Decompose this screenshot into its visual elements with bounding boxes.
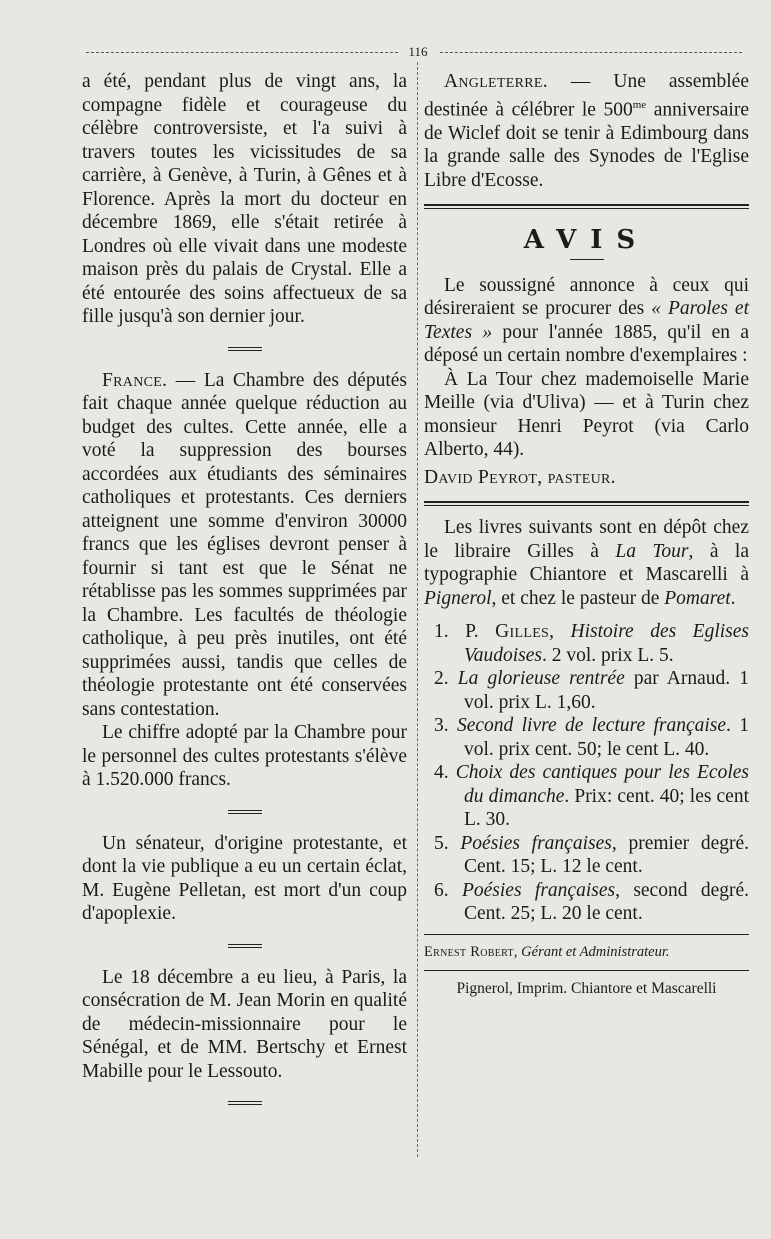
rule xyxy=(424,970,749,971)
rule xyxy=(424,934,749,935)
books-intro-text: Les livres suivants sont en dépôt chez le libraire Gilles à xyxy=(424,517,749,562)
books-intro xyxy=(424,516,749,610)
book-item xyxy=(424,761,749,832)
column-divider xyxy=(417,62,418,1157)
book-author-initial: P. xyxy=(465,621,496,642)
book-number: 1. xyxy=(434,621,449,642)
separator xyxy=(228,1101,262,1105)
senateur-paragraph: Un sénateur, d'origine protestante, et dont la vie publique a eu un certain éclat, M. Eugène Pelletan, est mort d'un coup d'apoplexie. xyxy=(82,832,407,924)
book-title: Poésies françaises xyxy=(461,879,616,901)
book-details: . 2 vol. prix L. 5. xyxy=(542,644,674,666)
consecration-paragraph: Le 18 décembre a eu lieu, à Paris, la consécration de M. Jean Morin en qualité de médecin-missionnaire pour le Sénégal, et de MM. Bertschy et Ernest Mabille pour le Lessouto. xyxy=(82,966,407,1082)
book-author: Gilles xyxy=(495,621,550,642)
book-details: . Prix: cent. 40; les cent L. 30. xyxy=(464,785,749,830)
books-intro-text: , à la typographie Chiantore et Mascarelli à xyxy=(424,540,749,585)
france-label: France. xyxy=(102,369,168,391)
gerant-line xyxy=(424,943,749,962)
avis-paragraph xyxy=(424,274,749,368)
book-item xyxy=(424,667,749,714)
book-number: 5. xyxy=(434,832,449,854)
avis-heading: AVIS xyxy=(523,225,650,255)
book-item xyxy=(424,620,749,667)
gerant-role: , Gérant et Administrateur. xyxy=(513,943,670,960)
place-pignerol: Pignerol xyxy=(424,587,492,609)
chiffre-paragraph: Le chiffre adopté par la Chambre pour le personnel des cultes protestants s'élève à 1.520.000 francs. xyxy=(82,722,407,790)
separator xyxy=(570,259,604,260)
book-title: Second livre de lecture française xyxy=(456,715,727,736)
avis-signature xyxy=(424,466,749,490)
book-title: Poésies françaises xyxy=(460,832,612,854)
books-intro-text: . xyxy=(730,587,736,609)
separator xyxy=(228,810,262,814)
book-title: Histoire des Eglises Vaudoises xyxy=(464,621,749,666)
angleterre-text-end: anniversaire de Wiclef doit se tenir à Edimbourg dans la grande salle des Synodes de l'Eglise Libre d'Ecosse. xyxy=(424,99,749,191)
book-number: 4. xyxy=(434,762,449,783)
gerant-name: Ernest Robert xyxy=(424,943,514,960)
book-details: , second degré. Cent. 25; L. 20 le cent. xyxy=(464,879,749,924)
book-title: La glorieuse rentrée xyxy=(457,668,625,689)
avis-publication-title: « Paroles et Textes » xyxy=(424,298,749,343)
france-text: — La Chambre des députés fait chaque année quelque réduction au budget des cultes. Cette année, elle a voté la suppression des bourses accordées aux étudiants des séminaires catholiques et protestants. Ces derniers atteignent une somme d'environ 30000 francs que les églises devront penser à fournir si tant est que le Sénat ne rétablisse pas les sommes supprimées par la Chambre. Les facultés de théologie catholique, à peu près inutiles, ont été supprimées aussi, tandis que celles de théologie protestante ont été conservées sans contestation. xyxy=(82,369,407,720)
double-rule xyxy=(424,204,749,209)
place-la-tour: La Tour xyxy=(615,540,689,562)
book-number: 3. xyxy=(434,715,449,736)
book-details: . 1 vol. prix cent. 50; le cent L. 40. xyxy=(464,715,750,760)
avis-text-end: pour l'année 1885, qu'il en a déposé un certain nombre d'exemplaires : xyxy=(424,321,749,366)
books-intro-text: , et chez le pasteur de xyxy=(491,587,665,609)
book-details: par Arnaud. 1 vol. prix L. 1,60. xyxy=(464,668,749,713)
book-title: Choix des cantiques pour les Ecoles du dimanche xyxy=(455,762,750,807)
france-paragraph xyxy=(82,369,407,722)
book-item xyxy=(424,714,749,761)
book-number: 6. xyxy=(434,879,449,901)
separator xyxy=(228,944,262,948)
separator xyxy=(228,347,262,351)
book-details: , premier degré. Cent. 15; L. 12 le cent. xyxy=(464,832,750,877)
angleterre-paragraph xyxy=(424,70,749,192)
double-rule xyxy=(424,501,749,506)
avis-addresses: À La Tour chez mademoiselle Marie Meille (via d'Uliva) — et à Turin chez monsieur Henri Peyrot (via Carlo Alberto, 44). xyxy=(424,368,749,460)
angleterre-text: — Une assemblée destinée à célébrer le 500 xyxy=(424,71,749,120)
place-pomaret: Pomaret xyxy=(664,587,731,609)
ordinal-suffix: me xyxy=(632,98,647,111)
right-column xyxy=(424,70,749,998)
book-separator: , xyxy=(549,621,571,642)
signature-text: David Peyrot, pasteur. xyxy=(424,466,616,488)
obituary-paragraph: a été, pendant plus de vingt ans, la compagne fidèle et courageuse du célèbre controversiste, et l'a suivi à travers toutes les vicissitudes de sa carrière, à Genève, à Turin, à Gênes et à Florence. Après la mort du docteur en décembre 1869, elle s'était retirée à Londres où elle vivait dans une modeste maison près du palais de Crystal. Elle a été entourée des soins affectueux de sa fille jusqu'à son dernier jour. xyxy=(82,71,407,327)
left-column xyxy=(82,70,407,1123)
book-list xyxy=(424,620,749,926)
book-number: 2. xyxy=(434,668,449,689)
avis-text: Le soussigné annonce à ceux qui désireraient se procurer des xyxy=(424,274,749,319)
book-item xyxy=(424,832,749,879)
page-number: 116 xyxy=(398,44,438,60)
book-item xyxy=(424,879,749,926)
angleterre-label: Angleterre. xyxy=(444,71,548,92)
imprint-line: Pignerol, Imprim. Chiantore et Mascarelli xyxy=(456,979,717,997)
